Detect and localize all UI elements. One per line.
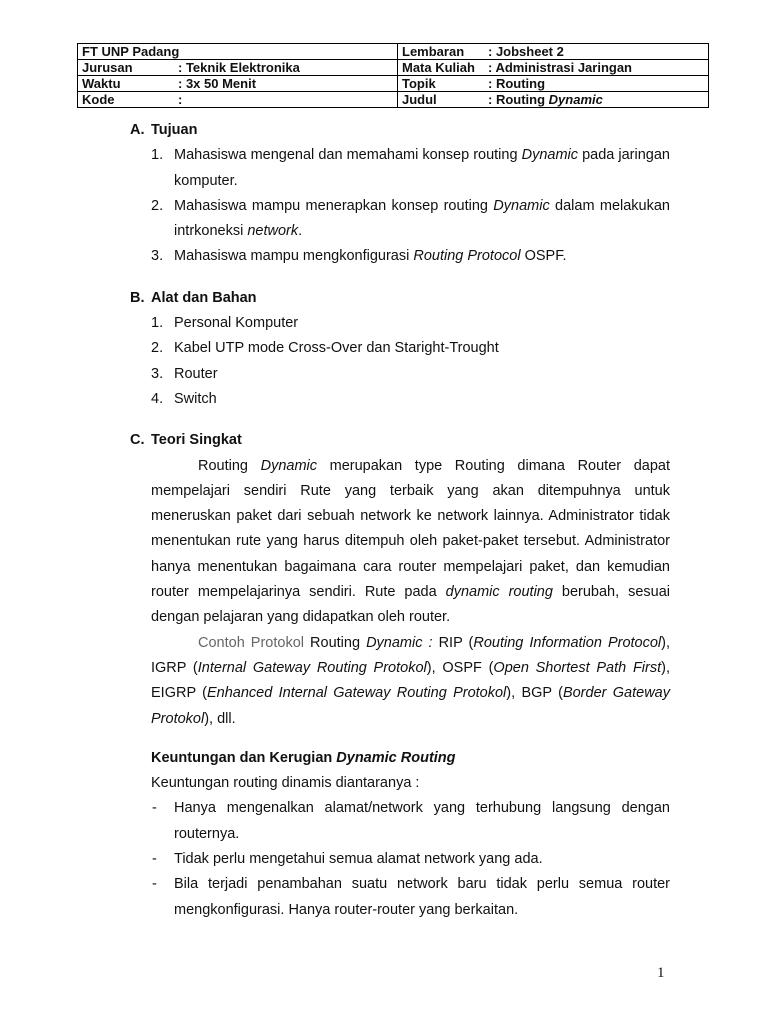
header-code: Kode : (78, 92, 398, 108)
list-item: - Bila terjadi penambahan suatu network baru tidak perlu semua router mengkonfigurasi. Hanya router-router yang berkaitan. (152, 876, 670, 918)
section-heading-tujuan: A. Tujuan (130, 122, 198, 138)
section-heading-alat: B. Alat dan Bahan (130, 289, 257, 306)
list-item: 2. Kabel UTP mode Cross-Over dan Staright-Trought (151, 340, 499, 357)
page-number: 1 (657, 965, 665, 981)
header-row (78, 44, 709, 60)
header-department: Jurusan : Teknik Elektronika (78, 60, 398, 76)
teori-paragraph-1: Routing Dynamic merupakan type Routing dimana Router dapat mempelajari sendiri Rute yang terbaik yang akan ditempuhnya untuk meneruskan paket dari sebuah network ke network lainnya. Administrator tidak menentukan rute yang harus ditempuh oleh paket-paket tersebut. Administrator hanya menentukan bagaimana cara router mempelajari paket, dan kemudian router mempelajarinya sendiri. Rute pada dynamic routing berubah, sesuai dengan pelajaran yang didapatkan oleh router. (151, 457, 671, 626)
list-item: - Hanya mengenalkan alamat/network yang terhubung langsung dengan routernya. (152, 800, 670, 842)
header-course: Mata Kuliah : Administrasi Jaringan (398, 60, 709, 76)
document-body (130, 118, 670, 923)
alat-list (130, 311, 670, 412)
keuntungan-intro: Keuntungan routing dinamis diantaranya : (151, 775, 420, 792)
header-title: Judul : Routing Dynamic (398, 92, 709, 108)
list-item: 1. Mahasiswa mengenal dan memahami konsep routing Dynamic pada jaringan komputer. (151, 147, 670, 189)
header-row (78, 92, 709, 108)
header-row (78, 76, 709, 92)
list-item: 4. Switch (151, 390, 217, 407)
keuntungan-heading: Keuntungan dan Kerugian Dynamic Routing (151, 749, 456, 766)
header-topic: Topik : Routing (398, 76, 709, 92)
header-row (78, 60, 709, 76)
teori-paragraph-2: Contoh Protokol Routing Dynamic : RIP (Routing Information Protocol), IGRP (Internal Gateway Routing Protokol), OSPF (Open Shortest Path First), EIGRP (Enhanced Internal Gateway Routing Protokol), BGP (Border Gateway Protokol), dll. (151, 634, 671, 727)
list-item: 2. Mahasiswa mampu menerapkan konsep routing Dynamic dalam melakukan intrkoneksi network. (151, 197, 670, 240)
header-time: Waktu : 3x 50 Menit (78, 76, 398, 92)
document-header-table (77, 43, 709, 108)
tujuan-list (130, 143, 670, 269)
section-heading-teori: C. Teori Singkat (130, 432, 242, 449)
list-item: - Tidak perlu mengetahui semua alamat network yang ada. (152, 851, 543, 868)
header-sheet: Lembaran : Jobsheet 2 (398, 44, 709, 60)
keuntungan-list (151, 796, 670, 922)
list-item: 3. Router (151, 365, 218, 382)
list-item: 3. Mahasiswa mampu mengkonfigurasi Routing Protocol OSPF. (151, 248, 567, 265)
list-item: 1. Personal Komputer (151, 315, 299, 332)
header-institution: FT UNP Padang (78, 44, 398, 60)
